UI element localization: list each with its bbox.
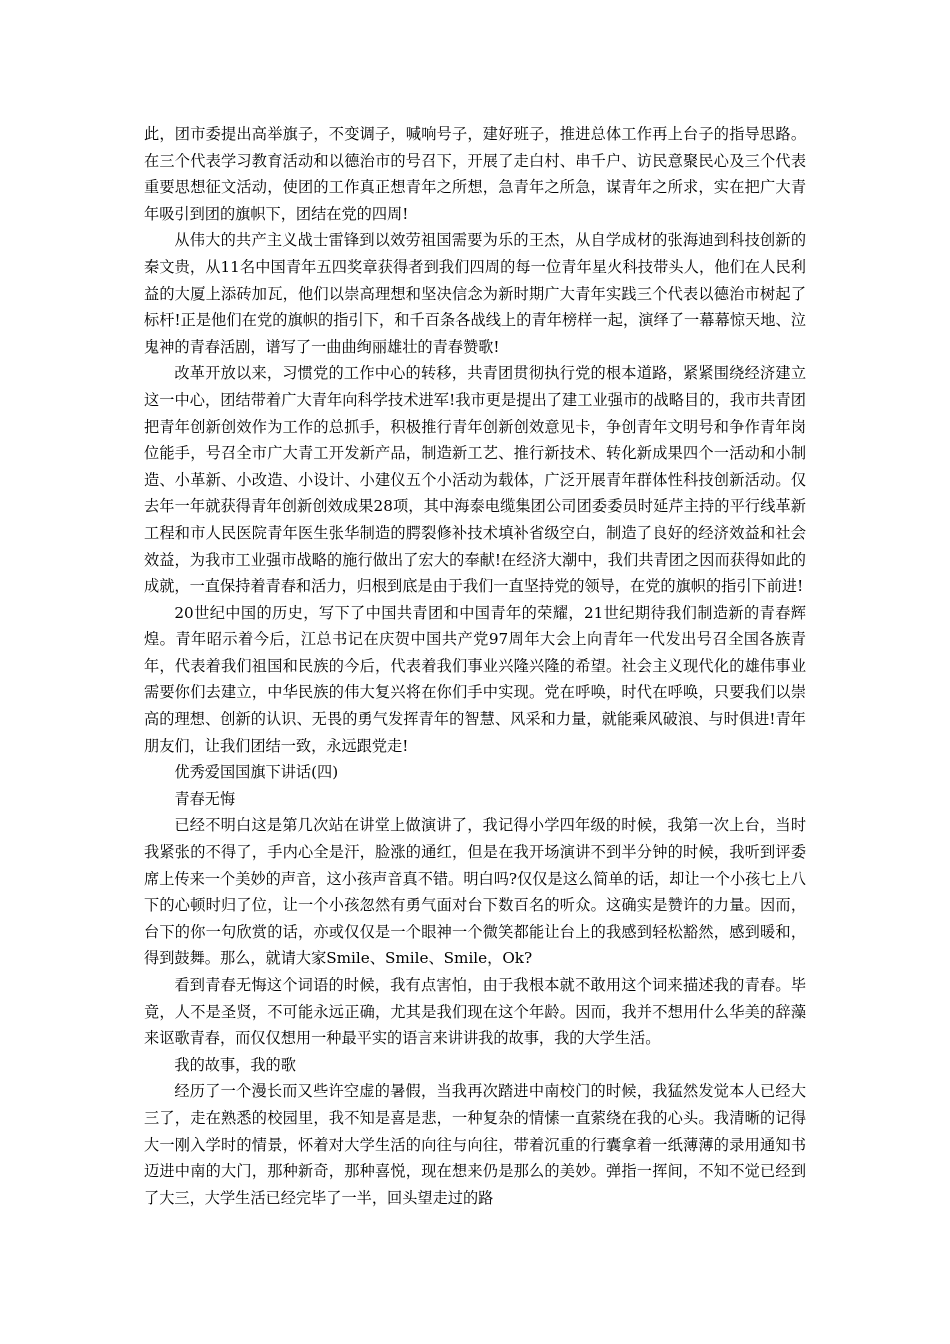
paragraph-4: 20世纪中国的历史，写下了中国共青团和中国青年的荣耀，21世纪期待我们制造新的青春辉煌。青年昭示着今后，江总书记在庆贺中国共产党97周年大会上向青年一代发出号召全国各族青年，代表着我们祖国和民族的今后，代表着我们事业兴隆兴隆的希望。社会主义现代化的雄伟事业需要你们去建立，中华民族的伟大复兴将在你们手中实现。党在呼唤，时代在呼唤，只要我们以崇高的理想、创新的认识、无畏的勇气发挥青年的智慧、风采和力量，就能乘风破浪、与时俱进!青年朋友们，让我们团结一致，永远跟党走! (144, 603, 806, 755)
section-heading-speech-4: 优秀爱国国旗下讲话(四) (174, 763, 339, 782)
paragraph-2: 从伟大的共产主义战士雷锋到以效劳祖国需要为乐的王杰，从自学成材的张海迪到科技创新的秦文贵，从11名中国青年五四奖章获得者到我们四周的每一位青年星火科技带头人，他们在人民利益的大厦上添砖加瓦，他们以崇高理想和坚决信念为新时期广大青年实践三个代表以德治市树起了标杆!正是他们在党的旗帜的指引下，和千百条各战线上的青年榜样一起，演绎了一幕幕惊天地、泣鬼神的青春活剧，谱写了一曲曲绚丽雄壮的青春赞歌! (144, 231, 806, 356)
section-title-youth: 青春无悔 (174, 789, 236, 808)
paragraph-3: 改革开放以来，习惯党的工作中心的转移，共青团贯彻执行党的根本道路，紧紧围绕经济建立这一中心，团结带着广大青年向科学技术进军!我市更是提出了建工业强市的战略目的，我市共青团把青年创新创效作为工作的总抓手，积极推行青年创新创效意见卡，争创青年文明号和争作青年岗位能手，号召全市广大青工开发新产品，制造新工艺、推行新技术、转化新成果四个一活动和小制造、小革新、小改造、小设计、小建仪五个小活动为载体，广泛开展青年群体性科技创新活动。仅去年一年就获得青年创新创效成果28项，其中海泰电缆集团公司团委委员时延芹主持的平行线革新工程和市人民医院青年医生张华制造的腭裂修补技术填补省级空白，制造了良好的经济效益和社会效益，为我市工业强市战略的施行做出了宏大的奉献!在经济大潮中，我们共青团之因而获得如此的成就，一直保持着青春和活力，归根到底是由于我们一直坚持党的领导，在党的旗帜的指引下前进! (144, 364, 806, 596)
section-title-my-story: 我的故事，我的歌 (174, 1055, 296, 1074)
paragraph-1: 此，团市委提出高举旗子，不变调子，喊响号子，建好班子，推进总体工作再上台子的指导思路。在三个代表学习教育活动和以德治市的号召下，开展了走白村、串千户、访民意聚民心及三个代表重要思想征文活动，使团的工作真正想青年之所想，急青年之所急，谋青年之所求，实在把广大青年吸引到团的旗帜下，团结在党的四周! (144, 125, 806, 223)
paragraph-6: 看到青春无悔这个词语的时候，我有点害怕，由于我根本就不敢用这个词来描述我的青春。毕竟，人不是圣贤，不可能永远正确，尤其是我们现在这个年龄。因而，我并不想用什么华美的辞藻来讴歌青春，而仅仅想用一种最平实的语言来讲讲我的故事，我的大学生活。 (144, 976, 806, 1048)
document-body (144, 121, 806, 1211)
paragraph-7: 经历了一个漫长而又些许空虚的暑假，当我再次踏进中南校门的时候，我猛然发觉本人已经大三了，走在熟悉的校园里，我不知是喜是悲，一种复杂的情愫一直萦绕在我的心头。我清晰的记得大一刚入学时的情景，怀着对大学生活的向往与向往，带着沉重的行囊拿着一纸薄薄的录用通知书迈进中南的大门，那种新奇，那种喜悦，现在想来仍是那么的美妙。弹指一挥间，不知不觉已经到了大三，大学生活已经完毕了一半，回头望走过的路 (144, 1082, 806, 1207)
paragraph-5: 已经不明白这是第几次站在讲堂上做演讲了，我记得小学四年级的时候，我第一次上台，当时我紧张的不得了，手内心全是汗，脸涨的通红，但是在我开场演讲不到半分钟的时候，我听到评委席上传来一个美妙的声音，这小孩声音真不错。明白吗?仅仅是这么简单的话，却让一个小孩七上八下的心顿时归了位，让一个小孩忽然有勇气面对台下数百名的听众。这确实是赞许的力量。因而，台下的你一句欣赏的话，亦或仅仅是一个眼神一个微笑都能让台上的我感到轻松豁然，感到暖和，得到鼓舞。那么，就请大家Smile、Smile、Smile，Ok? (144, 816, 806, 968)
